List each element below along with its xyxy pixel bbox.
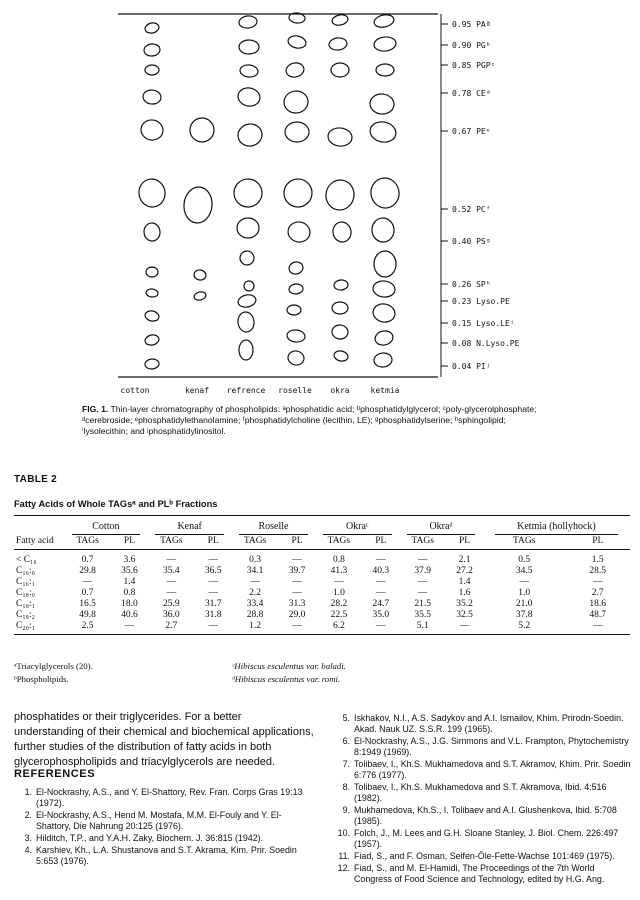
value-cell: 22.5	[330, 609, 348, 620]
reference-number: 5.	[342, 713, 350, 723]
reference-number: 1.	[24, 787, 32, 797]
value-cell: 31.3	[288, 598, 306, 609]
value-cell: 33.4	[246, 598, 264, 609]
reference-item	[332, 863, 632, 885]
references-left	[14, 787, 316, 867]
lane-labels	[121, 386, 400, 395]
table-row	[14, 576, 630, 587]
reference-text: Hilditch, T.P., and Y.A.H. Zaky, Biochem. J. 36:815 (1942).	[36, 833, 264, 843]
tlc-spot	[368, 175, 402, 210]
tlc-spot	[239, 340, 253, 360]
rf-label-pg: 0.90 PGᵇ	[452, 41, 491, 50]
tlc-spot	[144, 22, 160, 35]
tlc-spot	[142, 89, 161, 105]
reference-item	[14, 810, 316, 832]
subheader-pl: PL	[195, 535, 232, 550]
table-row	[14, 598, 630, 609]
tlc-spot	[144, 334, 160, 347]
group-roselle: Roselle	[232, 516, 316, 536]
value-cell: 18.6	[589, 598, 607, 609]
reference-text: Karshiev, Kh., L.A. Shustanova and S.T. Akrama, Kim. Prir. Soedin 5:653 (1976).	[36, 845, 297, 866]
value-cell: —	[446, 620, 483, 635]
value-cell: —	[250, 576, 260, 587]
tlc-spot	[283, 90, 309, 114]
table-title: TABLE 2	[14, 474, 58, 485]
value-cell: 3.6	[123, 554, 136, 565]
value-cell: 36.5	[204, 565, 222, 576]
reference-item	[14, 787, 316, 809]
value-cell: —	[195, 620, 232, 635]
value-cell: 40.3	[372, 565, 390, 576]
value-cell: 40.6	[121, 609, 138, 620]
tlc-spot	[286, 220, 312, 244]
lane-label-ketmia: ketmia	[370, 386, 400, 395]
footnote-c: ᶜHibiscus esculentus var. baladi.	[232, 661, 346, 671]
tlc-spot	[136, 177, 167, 210]
fatty-acid-header: Fatty acid	[14, 535, 64, 550]
value-cell: 1.2	[232, 620, 279, 635]
value-cell: —	[592, 576, 603, 587]
value-cell: —	[417, 587, 428, 598]
rf-label-ps: 0.40 PSᵍ	[452, 237, 491, 246]
subheader-pl: PL	[111, 535, 148, 550]
table-row	[14, 587, 630, 598]
value-cell: 21.5	[414, 598, 431, 609]
footnote-d: ᵈHibiscus esculentus var. romi.	[232, 674, 341, 684]
fatty-acid-cell: C₁₈:₂	[16, 609, 35, 620]
value-cell: 29.8	[79, 565, 96, 576]
tlc-spot	[287, 349, 306, 366]
rf-label-pi: 0.04 PIʲ	[452, 362, 491, 371]
reference-item	[332, 713, 632, 735]
value-cell: —	[565, 620, 630, 635]
reference-number: 7.	[342, 759, 350, 769]
reference-text: El-Nockrashy, A.S., J.G. Simmons and V.L. Frampton, Phytochemistry 8:1949 (1969).	[354, 736, 629, 757]
value-cell: 34.5	[515, 565, 533, 576]
tlc-spot	[237, 293, 257, 308]
reference-item	[332, 782, 632, 804]
subheader-tags: TAGs	[483, 535, 566, 550]
reference-item	[332, 828, 632, 850]
tlc-spot	[283, 178, 314, 209]
tlc-spot	[243, 280, 255, 292]
tlc-spot	[143, 43, 160, 57]
value-cell: —	[292, 576, 302, 587]
value-cell: 0.8	[332, 554, 345, 565]
value-cell: —	[376, 576, 386, 587]
tlc-spot	[285, 122, 309, 142]
footnotes-col2	[232, 660, 346, 686]
rf-ticks	[441, 24, 448, 366]
value-cell: 5.1	[399, 620, 446, 635]
value-cell: 0.5	[518, 554, 531, 565]
reference-item	[332, 759, 632, 781]
tlc-spot	[285, 61, 306, 78]
value-cell: —	[166, 554, 177, 565]
value-cell: 25.9	[163, 598, 180, 609]
tlc-spot	[374, 329, 395, 346]
value-cell: 2.1	[458, 554, 471, 565]
rf-label-sp: 0.26 SPʰ	[452, 280, 491, 289]
tlc-spot	[239, 64, 258, 78]
group-cotton: Cotton	[64, 516, 148, 536]
value-cell: 18.0	[121, 598, 138, 609]
tlc-spot	[146, 288, 159, 297]
value-cell: 2.2	[249, 587, 262, 598]
tlc-spot	[331, 63, 349, 77]
subheader-tags: TAGs	[232, 535, 279, 550]
value-cell: 41.3	[330, 565, 348, 576]
tlc-spot	[239, 250, 254, 265]
tlc-spot	[145, 65, 159, 75]
rf-label-n-lyso-pe: 0.08 N.Lyso.PE	[452, 339, 520, 348]
value-cell: 0.3	[249, 554, 262, 565]
value-cell: 37.9	[414, 565, 431, 576]
value-cell: 27.2	[456, 565, 473, 576]
table-row	[14, 565, 630, 576]
subheader-tags: TAGs	[64, 535, 111, 550]
value-cell: 32.5	[456, 609, 473, 620]
tlc-spot	[182, 186, 214, 225]
references-right	[332, 713, 632, 885]
fatty-acid-cell: C₂₀:₁	[14, 620, 64, 635]
tlc-spot	[371, 217, 395, 243]
value-cell: 2.5	[64, 620, 111, 635]
tlc-spot	[237, 311, 255, 333]
reference-text: Tolibaev, I., Kh.S. Mukhamedova and S.T. Akramova, Ibid. 4:516 (1982).	[354, 782, 607, 803]
tlc-spot	[190, 118, 214, 142]
value-cell: —	[376, 554, 386, 565]
value-cell: —	[279, 620, 316, 635]
value-cell: 31.8	[204, 609, 222, 620]
value-cell: 48.7	[589, 609, 607, 620]
tlc-spot	[373, 36, 396, 52]
group-ketmia: Ketmia (hollyhock)	[483, 516, 630, 536]
reference-item	[332, 736, 632, 758]
reference-number: 10.	[337, 828, 350, 838]
value-cell: 1.0	[332, 587, 345, 598]
tlc-spot	[286, 329, 305, 343]
value-cell: 28.2	[330, 598, 348, 609]
tlc-spot	[237, 218, 259, 238]
footnote-a: ᵃTriacylglycerols (20).	[14, 661, 93, 671]
figure-caption	[82, 404, 544, 437]
value-cell: —	[519, 576, 529, 587]
value-cell: 16.5	[79, 598, 96, 609]
tlc-spot	[328, 37, 347, 51]
value-cell: —	[166, 576, 177, 587]
value-cell: 36.0	[163, 609, 180, 620]
group-okra-baladi: Okraᶜ	[315, 516, 399, 536]
table-row	[14, 620, 630, 635]
value-cell: 39.7	[288, 565, 306, 576]
tlc-spot	[144, 310, 160, 323]
value-cell: —	[376, 587, 386, 598]
value-cell: 34.1	[246, 565, 264, 576]
value-cell: 28.8	[246, 609, 264, 620]
rf-label-ce: 0.78 CEᵈ	[452, 89, 491, 98]
value-cell: —	[82, 576, 93, 587]
tlc-plate-figure	[0, 0, 640, 400]
figure-caption-text: Thin-layer chromatography of phospholipids: ᵃphosphatidic acid; ᵇphosphatidylglycerol; ᶜpoly-glycerolphosphate; ᵈcerebroside; ᵉphosphatidylethanolamine; ᶠphosphatidylcholine (lecithin, LE); ᵍphosphatidylserine; ʰsphingolipid; ⁱlysolecithin; and ʲphosphatidylinositol.	[82, 404, 537, 436]
rf-label-pa: 0.95 PAª	[452, 20, 491, 29]
tlc-spot	[146, 267, 158, 277]
references-heading: REFERENCES	[14, 768, 96, 780]
figure-caption-lead: FIG. 1.	[82, 404, 109, 414]
value-cell: —	[292, 587, 302, 598]
rf-label-lyso-le: 0.15 Lyso.LEⁱ	[452, 319, 515, 328]
reference-text: Fiad, S., and M. El-Hamidi, The Proceedings of the 7th World Congress of Food Science and Technology, edited by H.G. Ang.	[354, 863, 605, 884]
value-cell: —	[208, 554, 218, 565]
table-row	[14, 609, 630, 620]
tlc-spot	[233, 178, 264, 209]
subheader-tags: TAGs	[315, 535, 362, 550]
reference-item	[14, 833, 316, 844]
subheader-pl: PL	[362, 535, 399, 550]
value-cell: 0.7	[81, 554, 94, 565]
reference-item	[332, 805, 632, 827]
subheader-pl: PL	[565, 535, 630, 550]
tlc-spot	[239, 40, 259, 54]
rf-label-pgp: 0.85 PGPᶜ	[452, 61, 496, 70]
tlc-spot	[331, 324, 348, 340]
value-cell: 35.4	[163, 565, 180, 576]
value-cell: 35.2	[456, 598, 473, 609]
tlc-spot	[193, 291, 206, 301]
tlc-spot	[373, 352, 392, 368]
table-row	[14, 550, 630, 566]
tlc-spot	[374, 251, 396, 277]
reference-number: 8.	[342, 782, 350, 792]
tlc-spot	[368, 120, 398, 145]
lane-label-roselle: roselle	[278, 386, 312, 395]
reference-number: 12.	[337, 863, 350, 873]
value-cell: —	[292, 554, 302, 565]
value-cell: 6.2	[315, 620, 362, 635]
fatty-acid-table	[14, 515, 630, 635]
tlc-spot	[238, 15, 257, 29]
tlc-spot	[373, 13, 395, 29]
reference-text: Iskhakov, N.I., A.S. Sadykov and A.I. Ismailov, Khim. Prirodn-Soedin. Akad. Nauk UZ. S.S.R. 199 (1965).	[354, 713, 624, 734]
fatty-acid-cell: C₁₆:₀	[16, 565, 35, 576]
tlc-spot	[236, 86, 261, 108]
group-kenaf: Kenaf	[148, 516, 232, 536]
table-subtitle: Fatty Acids of Whole TAGsᵃ and PLᵇ Fractions	[14, 499, 218, 509]
lane-label-okra: okra	[330, 386, 350, 395]
tlc-spot	[371, 302, 396, 324]
tlc-spot	[193, 269, 207, 281]
value-cell: 2.7	[591, 587, 604, 598]
value-cell: 1.4	[458, 576, 471, 587]
value-cell: 49.8	[79, 609, 96, 620]
lane-label-kenaf: kenaf	[184, 386, 210, 395]
subheader-pl: PL	[279, 535, 316, 550]
reference-text: Folch, J., M. Lees and G.H. Sloane Stanley, J. Biol. Chem. 226:497 (1957).	[354, 828, 619, 849]
value-cell: 35.0	[372, 609, 390, 620]
value-cell: 0.7	[81, 587, 94, 598]
reference-number: 11.	[338, 851, 350, 861]
value-cell: —	[208, 587, 218, 598]
value-cell: —	[417, 554, 428, 565]
fatty-acid-cell: C₁₈:₁	[16, 598, 35, 609]
rf-label-pe: 0.67 PEᵉ	[452, 127, 491, 136]
fatty-acid-cell: C₁₆:₁	[16, 576, 35, 587]
subheader-tags: TAGs	[148, 535, 195, 550]
reference-item	[14, 845, 316, 867]
fatty-acid-cell: C₁₈:₀	[16, 587, 35, 598]
tlc-spot	[327, 127, 353, 147]
reference-text: Mukhamedova, Kh.S., I. Tolibaev and A.I. Glushenkova, Ibid. 5:708 (1985).	[354, 805, 617, 826]
tlc-spot	[369, 93, 395, 115]
value-cell: —	[362, 620, 399, 635]
tlc-spot	[288, 261, 304, 276]
value-cell: 28.5	[589, 565, 607, 576]
value-cell: 24.7	[372, 598, 390, 609]
value-cell: 35.6	[121, 565, 138, 576]
reference-item	[332, 851, 632, 862]
value-cell: 37.8	[515, 609, 533, 620]
tlc-spot	[289, 283, 304, 294]
reference-number: 4.	[24, 845, 32, 855]
value-cell: 21.0	[515, 598, 533, 609]
subheader-pl: PL	[446, 535, 483, 550]
value-cell: 35.5	[414, 609, 431, 620]
reference-text: Fiad, S., and F. Osman, Seifen-Öle-Fette-Wachse 101:469 (1975).	[354, 851, 615, 861]
tlc-spot	[372, 280, 396, 298]
body-paragraph: phosphatides or their triglycerides. For a better understanding of their chemical and biochemical applications, further studies of the distribution of fatty acids in both glycerophospholipids and triacylglycerols are needed.	[14, 711, 314, 768]
lane-label-refrence: refrence	[226, 386, 266, 395]
tlc-spot	[331, 220, 353, 243]
rf-label-pc: 0.52 PCᶠ	[452, 205, 491, 214]
rf-labels	[452, 20, 520, 371]
tlc-spot	[376, 64, 394, 76]
value-cell: 1.5	[591, 554, 604, 565]
group-okra-romi: Okraᵈ	[399, 516, 483, 536]
table-body	[14, 550, 630, 635]
value-cell: 1.4	[123, 576, 136, 587]
tlc-spot	[287, 34, 307, 49]
value-cell: 1.0	[518, 587, 531, 598]
tlc-spot	[145, 358, 160, 369]
reference-number: 3.	[24, 833, 32, 843]
value-cell: 2.7	[148, 620, 195, 635]
tlc-spot	[334, 279, 349, 290]
value-cell: 31.7	[204, 598, 222, 609]
footnote-b: ᵇPhospholipids.	[14, 674, 69, 684]
tlc-spot	[323, 177, 357, 212]
tlc-spot	[331, 13, 349, 26]
fatty-acid-cell: < C₁₆	[16, 554, 37, 565]
rf-label-lyso-pe: 0.23 Lyso.PE	[452, 297, 510, 306]
value-cell: 1.6	[458, 587, 471, 598]
table-footnotes	[14, 660, 614, 686]
tlc-spot	[287, 305, 301, 315]
value-cell: —	[417, 576, 428, 587]
reference-text: El-Nockrashy, A.S., Hend M. Mostafa, M.M. El-Fouly and Y. El-Shattory, Die Nahrung 20:125 (1976).	[36, 810, 282, 831]
lane-label-cotton: cotton	[120, 386, 150, 395]
tlc-spot	[236, 122, 264, 149]
tlc-spot	[333, 350, 349, 363]
value-cell: —	[166, 587, 177, 598]
reference-number: 6.	[342, 736, 350, 746]
value-cell: 29.0	[288, 609, 306, 620]
value-cell: —	[208, 576, 218, 587]
tlc-spots	[136, 12, 401, 370]
reference-text: El-Nockrashy, A.S., and Y. El-Shattory, Rev. Fran. Corps Gras 19:13 (1972).	[36, 787, 303, 808]
reference-number: 2.	[24, 810, 32, 820]
tlc-spot	[143, 222, 161, 242]
reference-number: 9.	[342, 805, 350, 815]
tlc-spot	[332, 302, 348, 314]
value-cell: 0.8	[123, 587, 136, 598]
table-row-header	[14, 516, 64, 536]
value-cell: —	[111, 620, 148, 635]
tlc-spot	[139, 118, 165, 142]
subheader-tags: TAGs	[399, 535, 446, 550]
value-cell: —	[334, 576, 344, 587]
value-cell: 5.2	[483, 620, 566, 635]
reference-text: Tolibaev, I., Kh.S. Mukhamedova and S.T. Akramov, Khim. Prir. Soedin 6:776 (1977).	[354, 759, 631, 780]
